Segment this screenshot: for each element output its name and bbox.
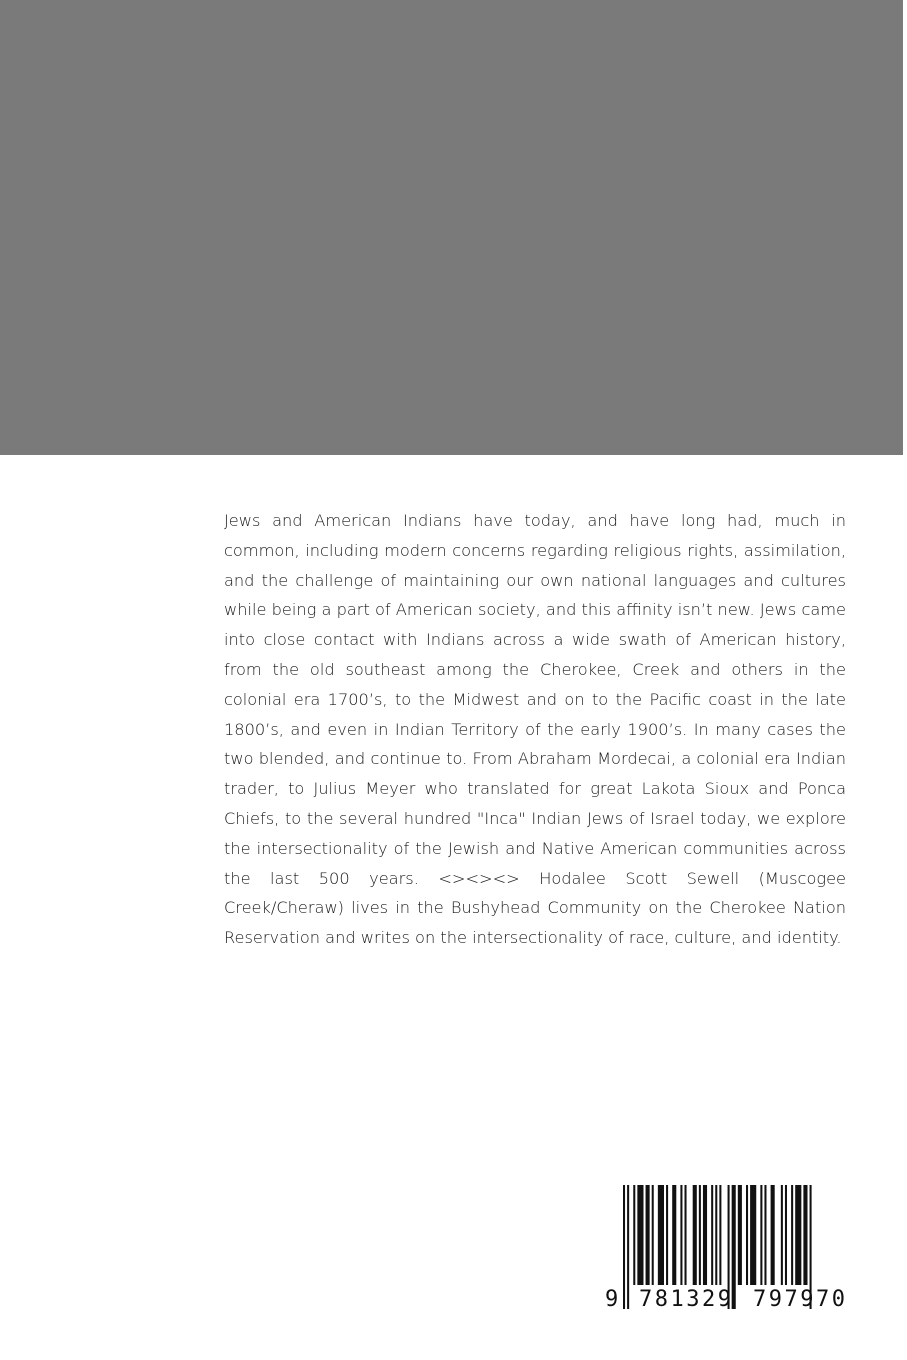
barcode-bar	[738, 1185, 742, 1285]
barcode-bar	[791, 1185, 793, 1285]
barcode-bar	[703, 1185, 707, 1285]
barcode-bar	[693, 1185, 697, 1285]
barcode-bar	[633, 1185, 635, 1285]
barcode-bar	[672, 1185, 676, 1285]
barcode-bar	[646, 1185, 650, 1285]
barcode-bar	[732, 1185, 736, 1309]
barcode-digits-right: 797970	[753, 1287, 845, 1312]
barcode-bar	[652, 1185, 654, 1285]
barcode-bar	[685, 1185, 687, 1285]
barcode-bar	[666, 1185, 668, 1285]
barcode-bar	[764, 1185, 766, 1285]
isbn-barcode	[603, 1183, 861, 1313]
barcode-bar	[699, 1185, 701, 1285]
barcode-bar	[771, 1185, 775, 1285]
barcode-bar	[746, 1185, 748, 1285]
barcode-bar	[627, 1185, 629, 1309]
cover-top-band	[0, 0, 903, 455]
barcode-bar	[623, 1185, 625, 1309]
barcode-bar	[680, 1185, 682, 1285]
barcode-bar	[785, 1185, 787, 1285]
barcode-bar	[795, 1185, 801, 1285]
barcode-digits-left: 781329	[639, 1287, 731, 1312]
barcode-bar	[658, 1185, 664, 1285]
barcode-bar	[781, 1185, 783, 1285]
barcode-bar	[719, 1185, 721, 1285]
barcode-bar	[711, 1185, 713, 1285]
barcode-bar	[637, 1185, 643, 1285]
barcode-bar	[760, 1185, 762, 1285]
barcode-digit-first: 9	[605, 1287, 619, 1312]
back-cover-blurb: Jews and American Indians have today, and have long had, much in common, including modern concerns regarding religious rights, assimilation, and the challenge of maintaining our own national languages and cultures while being a part of American society, and this affinity isn’t new. Jews came into close contact with Indians across a wide swath of American history, from the old southeast among the Cherokee, Creek and others in the colonial era 1700’s, to the Midwest and on to the Pacific coast in the late 1800’s, and even in Indian Territory of the early 1900’s. In many cases the two blended, and continue to. From Abraham Mordecai, a colonial era Indian trader, to Julius Meyer who translated for great Lakota Sioux and Ponca Chiefs, to the several hundred "Inca" Indian Jews of Israel today, we explore the intersectionality of the Jewish and Native American communities across the last 500 years. <><><> Hodalee Scott Sewell (Muscogee Creek/Cheraw) lives in the Bushyhead Community on the Cherokee Nation Reservation and writes on the intersectionality of race, culture, and identity.	[224, 511, 846, 948]
barcode-bar	[750, 1185, 756, 1285]
barcode-bar	[803, 1185, 807, 1285]
barcode-graphic	[603, 1183, 861, 1313]
barcode-bar	[715, 1185, 717, 1285]
